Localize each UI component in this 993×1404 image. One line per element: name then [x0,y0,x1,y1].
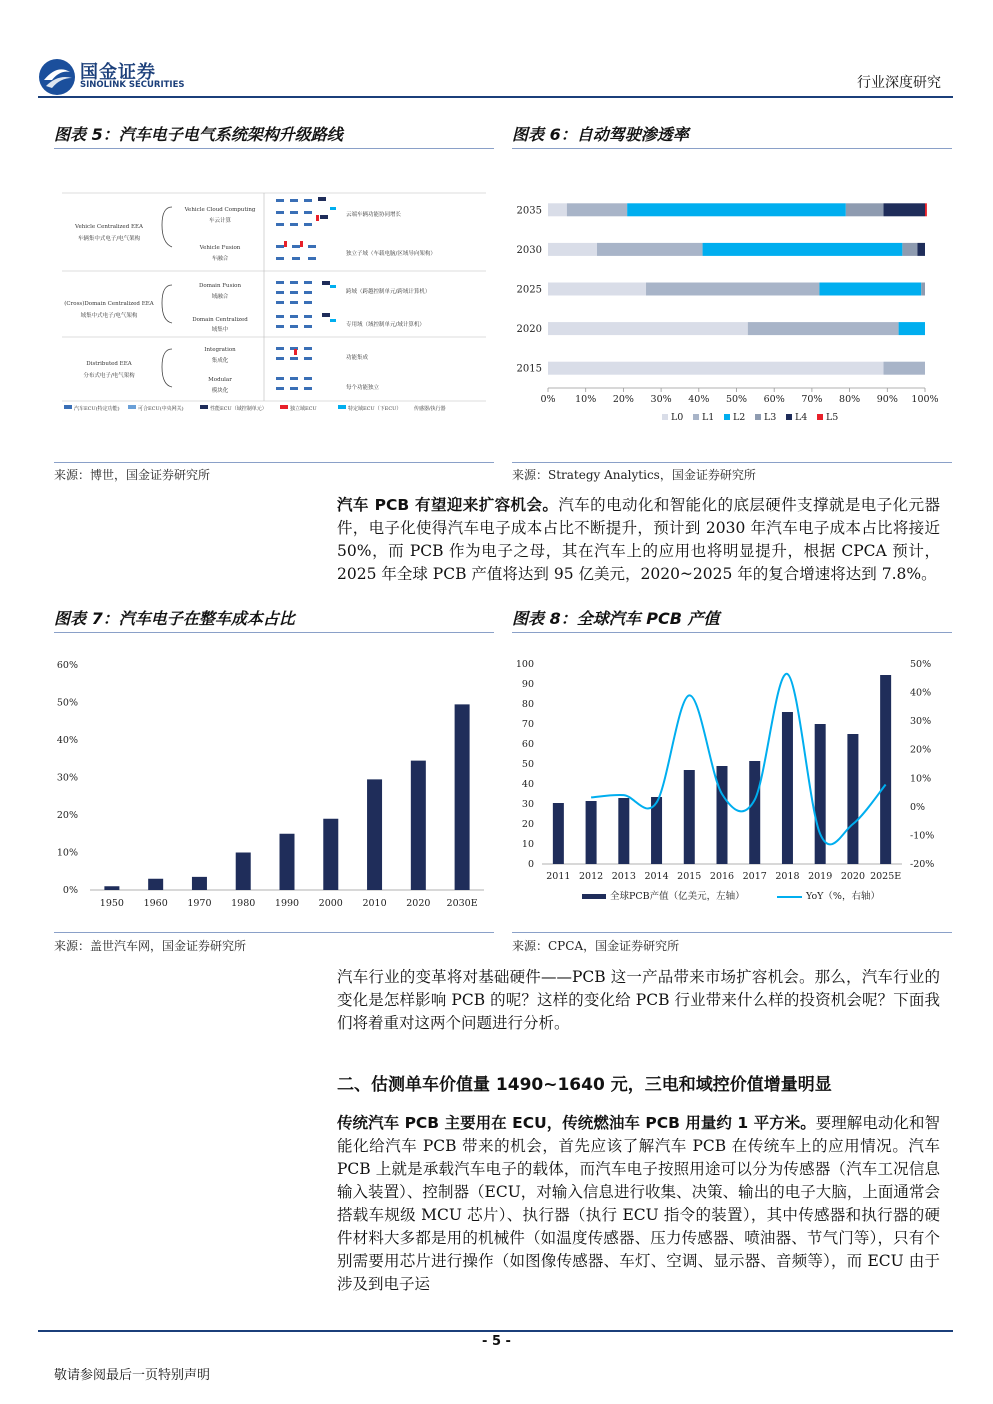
fig8-yoy-line [591,674,886,845]
fig7-bar [104,886,119,890]
fig5-diagram [54,185,494,415]
fig6-bar-segment-l0 [548,283,646,296]
fig5-item-6-en: Modular [208,377,232,383]
fig6-x-tick-label: 60% [763,394,785,405]
footer-rule [38,1330,953,1332]
fig7-chart [54,652,494,922]
fig7-y-tick-label: 0% [62,885,78,896]
fig6-x-tick-label: 0% [540,394,556,405]
fig8-bar [618,798,629,864]
fig6-legend-label: L2 [733,412,746,423]
fig6-source: 来源：Strategy Analytics，国金证券研究所 [512,468,756,482]
fig8-y-left-tick-label: 30 [521,799,534,810]
fig6-x-tick-label: 100% [911,394,939,405]
fig7-y-tick-label: 60% [56,660,78,671]
fig8-y-right-tick-label: -10% [910,830,935,842]
fig5-item-4-en: Domain Centralized [192,317,248,323]
fig5-legend-1: 汽车ECU(特定功能) [74,406,120,412]
paragraph-industry-change [337,966,940,1035]
fig6-bar-segment-l1 [567,203,627,216]
fig5-legend-4: 独立域ECU [290,406,317,412]
fig8-y-right-tick-label: 30% [910,716,932,728]
fig6-x-tick-label: 20% [612,394,634,405]
fig7-x-tick-label: 1990 [274,898,300,909]
fig5-item-6-cn: 模块化 [211,388,229,394]
fig8-x-tick-label: 2016 [709,871,735,882]
fig6-x-tick-label: 30% [650,394,672,405]
fig8-x-tick-label: 2013 [611,871,636,882]
fig6-legend-swatch [786,414,792,420]
fig5-group-2-en: (Cross)Domain Centralized EEA [64,301,154,307]
fig8-y-left-tick-label: 60 [521,739,534,750]
fig6-legend-label: L5 [826,412,839,423]
fig7-x-tick-label: 1960 [143,898,168,909]
fig6-x-tick-label: 40% [688,394,710,405]
fig7-bar [192,877,207,890]
fig6-bar-segment-l0 [548,322,748,335]
fig7-bar [280,834,295,890]
fig5-item-5-cn: 集成化 [211,358,229,364]
fig7-bar [367,779,382,890]
report-type: 行业深度研究 [857,75,941,91]
fig7-y-tick-label: 30% [56,772,78,784]
fig8-x-tick-label: 2014 [644,871,669,882]
fig6-legend-label: L0 [671,412,684,423]
fig5-item-2-cn: 车融合 [211,256,229,262]
fig8-y-left-tick-label: 70 [521,719,534,730]
fig5-legend-5: 特定域ECU（下ECU） [348,406,402,412]
fig8-bar [717,766,728,864]
fig6-bar-segment-l3 [902,243,917,256]
fig5-item-3-cn: 域融合 [211,294,229,300]
fig5-legend-2: 可合ECU(中央网关) [138,406,184,412]
fig8-legend-bar-label: 全球PCB产值（亿美元，左轴） [610,891,745,902]
fig7-x-tick-label: 1950 [99,898,124,909]
fig5-source: 来源：博世，国金证券研究所 [54,468,211,482]
paragraph-pcb-expansion-lead: 汽车 PCB 有望迎来扩容机会。 [337,496,559,514]
fig8-y-left-tick-label: 100 [515,659,534,670]
fig7-title-rule [54,632,494,633]
fig6-bar-segment-l3 [921,283,925,296]
fig6-bar-segment-l2 [703,243,903,256]
fig6-y-tick-label: 2030 [516,244,542,256]
paragraph-traditional-pcb-body: 要理解电动化和智能化给汽车 PCB 带来的机会，首先应该了解汽车 PCB 在传统车上的应用情况。汽车 PCB 上就是承载汽车电子的载体，而汽车电子按照用途可以分为传感器（汽车工况信息输入装置）、控制器（ECU，对输入信息进行收集、决策、输出的电子大脑，上面通常会搭载车规级 MCU 芯片）、执行器（执行 ECU 指令的装置），其中传感器和执行器的硬件材料大多都是用的机械件（如温度传感器、压力传感器、喷油器、节气门等），只有个别需要用芯片进行操作（如图像传感器、车灯、空调、显示器、音频等），而 ECU 由于涉及到电子运 [337,1114,940,1293]
fig6-bar-segment-l4 [884,203,925,216]
fig6-x-tick-label: 70% [801,394,823,405]
fig8-y-right-tick-label: 40% [910,687,932,699]
fig5-desc-5: 功能集成 [346,355,369,361]
paragraph-traditional-pcb-lead: 传统汽车 PCB 主要用在 ECU，传统燃油车 PCB 用量约 1 平方米。 [337,1114,816,1132]
fig6-bar-segment-l1 [884,362,925,375]
header-logo [38,56,188,96]
fig5-item-1-en: Vehicle Cloud Computing [184,207,256,213]
fig6-bar-segment-l0 [548,362,884,375]
fig5-title-rule [54,148,494,149]
fig6-legend-label: L3 [764,412,777,423]
fig8-title: 图表 8：全球汽车 PCB 产值 [512,609,720,628]
fig6-bar-segment-l1 [597,243,703,256]
paragraph-traditional-pcb [337,1112,940,1296]
fig7-bar [323,819,338,890]
fig8-x-tick-label: 2011 [546,871,571,882]
fig8-y-right-tick-label: 20% [910,744,932,756]
fig8-x-tick-label: 2012 [578,871,604,882]
fig6-bar-segment-l4 [917,243,925,256]
fig8-bar [847,734,858,864]
fig5-desc-2: 独立子域（车载电脑/区域导向架构） [346,251,436,257]
fig6-legend-swatch [724,414,730,420]
fig5-group-3-cn: 分布式电子/电气架构 [83,373,135,379]
fig6-bar-segment-l3 [846,203,884,216]
fig7-bottom-rule [54,932,494,933]
fig7-bar [455,704,470,890]
fig5-architecture-glyphs [276,197,336,390]
fig8-x-tick-label: 2019 [808,871,833,882]
footer-notice: 敬请参阅最后一页特别声明 [54,1368,211,1383]
fig5-legend-3: 性能ECU（域控制单元） [210,406,267,412]
fig8-chart [512,652,952,922]
section-heading: 二、估测单车价值量 1490~1640 元，三电和域控价值增量明显 [337,1075,832,1095]
fig5-group-2-cn: 域集中式电子/电气架构 [80,313,138,319]
fig8-x-tick-label: 2015 [677,871,702,882]
fig5-group-3-en: Distributed EEA [86,361,132,367]
fig8-legend-bar-swatch [582,894,606,899]
fig5-group-1-cn: 车辆集中式电子/电气架构 [77,236,141,242]
fig5-desc-6: 每个功能独立 [346,385,380,391]
fig6-y-tick-label: 2035 [516,205,542,217]
fig8-bar [684,770,695,864]
fig8-bar [782,712,793,864]
fig5-legend [64,405,446,412]
fig5-item-5-en: Integration [204,347,236,353]
fig5-legend-6: 传感器/执行器 [414,406,446,412]
fig5-item-4-cn: 域集中 [211,327,229,333]
fig6-bar-segment-l1 [748,322,899,335]
fig8-bar [815,724,826,864]
paragraph-pcb-expansion-body: 汽车的电动化和智能化的底层硬件支撑就是电子化元器件，电子化使得汽车电子成本占比不断提升，预计到 2030 年汽车电子成本占比将接近 50%，而 PCB 作为电子之母，其在汽车上的应用也将明显提升，根据 CPCA 预计，2025 年全球 PCB 产值将达到 95 亿美元，2020~2025 年的复合增速将达到 7.8%。 [337,496,940,583]
fig6-legend-label: L1 [702,412,715,423]
fig7-bar [148,879,163,890]
fig6-legend-swatch [662,414,668,420]
paragraph-industry-change-body: 汽车行业的变革将对基础硬件——PCB 这一产品带来市场扩容机会。那么，汽车行业的变化是怎样影响 PCB 的呢？这样的变化给 PCB 行业带来什么样的投资机会呢？下面我们将着重对这两个问题进行分析。 [337,968,940,1032]
fig7-x-tick-label: 2000 [318,898,343,909]
fig7-x-tick-label: 2030E [446,898,478,909]
fig8-title-rule [512,632,952,633]
fig8-y-left-tick-label: 80 [521,699,534,710]
fig6-title-rule [512,148,952,149]
fig5-desc-3: 跨域（跨越控制单元/跨域计算机） [346,289,431,295]
fig6-bar-segment-l2 [899,322,925,335]
fig6-y-tick-label: 2015 [516,363,542,375]
fig8-y-left-tick-label: 40 [521,779,534,790]
fig8-y-left-tick-label: 0 [527,859,534,870]
fig8-y-right-tick-label: 50% [910,659,932,670]
fig6-bar-segment-l0 [548,243,597,256]
fig8-legend-line-label: YoY（%，右轴） [806,891,880,902]
fig6-legend-label: L4 [795,412,808,423]
logo-cn-text: 国金证券 [80,62,156,83]
fig8-y-left-tick-label: 50 [521,759,534,770]
fig6-x-tick-label: 80% [839,394,861,405]
fig6-legend-swatch [817,414,823,420]
fig8-bottom-rule [512,932,952,933]
fig6-title: 图表 6：自动驾驶渗透率 [512,125,689,144]
fig5-title: 图表 5：汽车电子电气系统架构升级路线 [54,125,343,144]
fig7-x-tick-label: 1980 [231,898,256,909]
page-number: - 5 - [482,1334,511,1349]
fig5-group-1-en: Vehicle Centralized EEA [75,224,143,230]
logo-en-text: SINOLINK SECURITIES [80,80,185,90]
fig7-bar [236,853,251,891]
fig5-item-1-cn: 车云计算 [208,218,232,224]
fig5-desc-4: 专用域（域控制单元/域计算机） [346,322,425,328]
fig6-bar-segment-l0 [548,203,567,216]
fig5-item-3-en: Domain Fusion [198,283,242,289]
fig8-y-right-tick-label: -20% [910,859,935,870]
fig5-desc-1: 云端车辆功能协同增长 [346,212,402,218]
fig5-bottom-rule [54,462,494,463]
fig8-y-left-tick-label: 10 [521,839,534,850]
fig6-x-tick-label: 10% [575,394,597,405]
fig8-x-tick-label: 2025E [870,871,902,882]
fig6-x-tick-label: 90% [876,394,898,405]
fig6-bar-segment-l5 [925,203,927,216]
fig8-bar [553,803,564,864]
fig8-bar [749,761,760,864]
fig7-y-tick-label: 40% [56,735,78,746]
fig6-legend-swatch [693,414,699,420]
fig8-source: 来源：CPCA，国金证券研究所 [512,939,680,953]
sinolink-logo-icon [38,58,76,96]
fig6-bar-segment-l2 [627,203,846,216]
header-rule [38,96,953,98]
fig8-bar [586,801,597,864]
fig8-y-left-tick-label: 90 [521,679,534,690]
fig8-x-tick-label: 2020 [840,871,866,882]
fig6-chart [512,170,952,460]
fig7-y-tick-label: 20% [56,810,78,821]
fig8-y-right-tick-label: 0% [910,801,926,813]
fig6-bar-segment-l1 [646,283,819,296]
fig6-y-tick-label: 2020 [516,324,542,336]
fig7-bar [411,761,426,890]
fig8-y-left-tick-label: 20 [521,819,534,830]
fig6-bar-segment-l2 [819,283,921,296]
fig7-x-tick-label: 2010 [362,898,387,909]
fig8-bar [880,675,891,864]
fig7-x-tick-label: 2020 [406,898,431,909]
fig7-x-tick-label: 1970 [187,898,212,909]
fig7-source: 来源：盖世汽车网，国金证券研究所 [54,939,247,953]
fig6-legend-swatch [755,414,761,420]
fig6-x-tick-label: 50% [725,394,748,405]
fig6-bottom-rule [512,462,952,463]
fig6-y-tick-label: 2025 [516,284,542,296]
fig8-x-tick-label: 2017 [742,871,767,882]
fig7-title: 图表 7：汽车电子在整车成本占比 [54,609,295,628]
fig5-item-2-en: Vehicle Fusion [199,245,241,251]
fig8-y-right-tick-label: 10% [910,773,932,785]
fig8-x-tick-label: 2018 [775,871,800,882]
fig7-y-tick-label: 10% [56,847,78,859]
fig7-y-tick-label: 50% [56,697,78,709]
paragraph-pcb-expansion [337,494,940,586]
